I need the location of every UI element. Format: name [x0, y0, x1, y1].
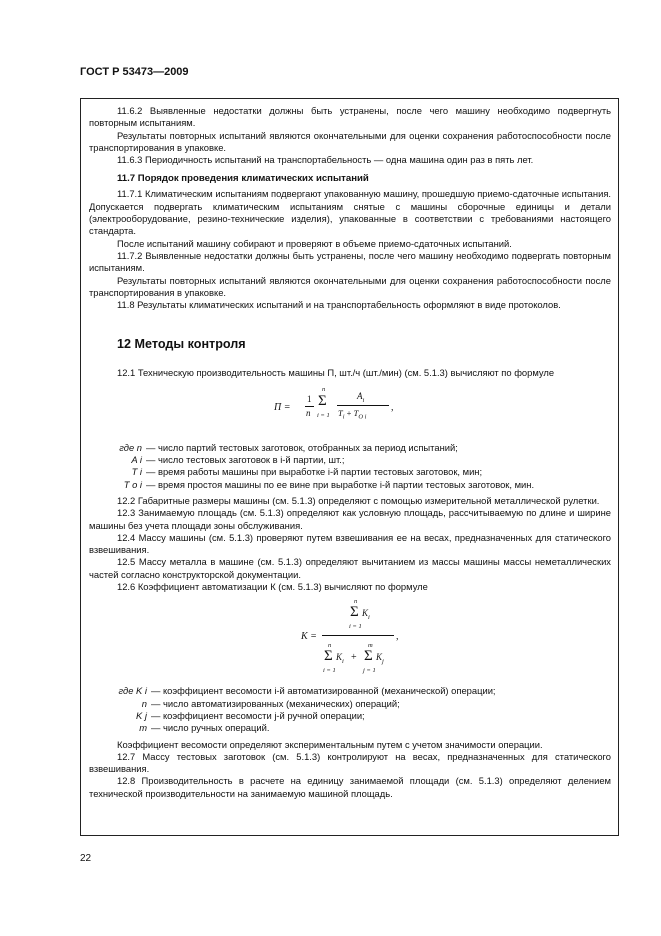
document-header: ГОСТ Р 53473—2009 — [80, 66, 189, 78]
legend-row: m — число ручных операций. — [139, 722, 270, 734]
formula1-coef-num: 1 — [307, 393, 312, 404]
paragraph-11-7-1: 11.7.1 Климатическим испытаниям подвергают упакованную машину, прошедшую приемо-сдаточные испытания. Допускается подвергать климатическим испытаниям снятые с машины сборочные единицы и детали (электрооборудование, резино-технические изделия), упакованные в соответствии с требованиями настоящего стандарта. — [89, 188, 611, 237]
paragraph-coefficient: Коэффициент весомости определяют экспериментальным путем с учетом значимости операции. — [117, 738, 543, 750]
paragraph-12-8: 12.8 Производительность в расчете на единицу занимаемой площади (см. 5.1.3) определяют делением технической производительности на занимаемую машиной площадь. — [89, 775, 611, 799]
formula2-lhs: K = — [301, 631, 317, 643]
paragraph-12-4: 12.4 Массу машины (см. 5.1.3) проверяют путем взвешивания ее на весах, предназначенных для статического взвешивания. — [89, 531, 611, 556]
legend-row: где n — число партий тестовых заготовок, отобранных за период испытаний; — [119, 441, 458, 453]
paragraph-12-2: 12.2 Габаритные размеры машины (см. 5.1.3) определяют с помощью измерительной металлической рулетки. — [117, 494, 600, 506]
paragraph-11-7-2b: Результаты повторных испытаний являются окончательными для оценки сохранения работоспособности после транспортирования в упаковке. — [89, 274, 611, 298]
formula2-den1-top: n — [328, 642, 332, 650]
legend-row: A i — число тестовых заготовок в i-й партии, шт.; — [131, 454, 345, 466]
formula1-coef-den: n — [306, 407, 311, 418]
formula2-den1-sigma: Σ — [324, 648, 333, 665]
formula2-plus: + — [351, 652, 357, 664]
formula2-num-sum-top: n — [354, 598, 358, 606]
formula1-tail: , — [391, 401, 394, 413]
paragraph-12-3: 12.3 Занимаемую площадь (см. 5.1.3) определяют как условную площадь, рассчитываемую по длине и ширине машины без учета площади зоны обслуживания. — [89, 507, 611, 531]
legend-row: K j — коэффициент весомости j-й ручной операции; — [136, 709, 365, 721]
paragraph-11-6-2b: Результаты повторных испытаний являются окончательными для оценки сохранения работоспособности после транспортирования в упаковке. — [89, 129, 611, 153]
formula2-num-sigma: Σ — [350, 604, 359, 621]
formula2-num-sum-bottom: i = 1 — [349, 623, 362, 631]
formula2-den2-top: m — [368, 642, 373, 650]
formula2-den2-bottom: j = 1 — [363, 667, 376, 675]
paragraph-11-6-3: 11.6.3 Периодичность испытаний на транспортабельность — одна машина один раз в пять лет. — [117, 154, 534, 166]
formula2-legend — [89, 685, 611, 734]
paragraph-12-7: 12.7 Массу тестовых заготовок (см. 5.1.3) контролируют на весах, предназначенных для статического взвешивания. — [89, 750, 611, 775]
formula1-sum-top: n — [322, 385, 326, 393]
formula1-numerator: $A_i$ — [357, 390, 365, 404]
formula1-sigma: Σ — [318, 392, 327, 409]
formula2-den1-bottom: i = 1 — [323, 667, 336, 675]
paragraph-11-8: 11.8 Результаты климатических испытаний и на транспортабельность оформляют в виде протоколов. — [117, 299, 561, 311]
formula2-num-k: $K_i$ — [362, 608, 370, 622]
formula1-denominator: $T_i + T_{O i}$ — [338, 407, 367, 421]
legend-row: T o i — время простоя машины по ее вине при выработке i-й партии тестовых заготовок, мин. — [123, 478, 535, 490]
formula2-den2-sigma: Σ — [364, 648, 373, 665]
paragraph-12-5: 12.5 Массу металла в машине (см. 5.1.3) определяют вычитанием из массы машины массы неметаллических частей согласно конструкторской документации. — [89, 556, 611, 580]
formula-automation — [89, 599, 611, 679]
paragraph-12-6: 12.6 Коэффициент автоматизации К (см. 5.1.3) вычисляют по формуле — [117, 581, 428, 593]
formula2-den1-k: $K_i$ — [336, 652, 344, 666]
subsection-heading-11-7: 11.7 Порядок проведения климатических испытаний — [117, 173, 369, 185]
page-content-frame — [80, 98, 619, 836]
section-heading-12: 12 Методы контроля — [117, 337, 246, 352]
formula1-lhs: П = — [274, 401, 291, 413]
paragraph-11-7-2: 11.7.2 Выявленные недостатки должны быть устранены, после чего машину необходимо подвергать повторным испытаниям. — [89, 249, 611, 274]
page-number: 22 — [80, 853, 92, 864]
formula-productivity — [89, 384, 611, 436]
legend-row: n — число автоматизированных (механических) операций; — [141, 697, 400, 709]
formula1-legend — [89, 442, 611, 491]
legend-row: T i — время работы машины при выработке i-й партии тестовых заготовок, мин; — [131, 466, 483, 478]
paragraph-11-7-1b: После испытаний машину собирают и проверяют в объеме приемо-сдаточных испытаний. — [117, 237, 512, 249]
paragraph-12-1: 12.1 Техническую производительность машины П, шт./ч (шт./мин) (см. 5.1.3) вычисляют по формуле — [117, 367, 555, 379]
legend-row: где K i — коэффициент весомости i-й автоматизированной (механической) операции; — [118, 685, 496, 697]
formula2-tail: , — [396, 631, 399, 643]
paragraph-11-6-2: 11.6.2 Выявленные недостатки должны быть устранены, после чего машину необходимо подвергнуть повторным испытаниям. — [89, 105, 611, 129]
formula1-sum-bottom: i = 1 — [317, 411, 330, 419]
formula2-den2-k: $K_j$ — [376, 652, 384, 666]
